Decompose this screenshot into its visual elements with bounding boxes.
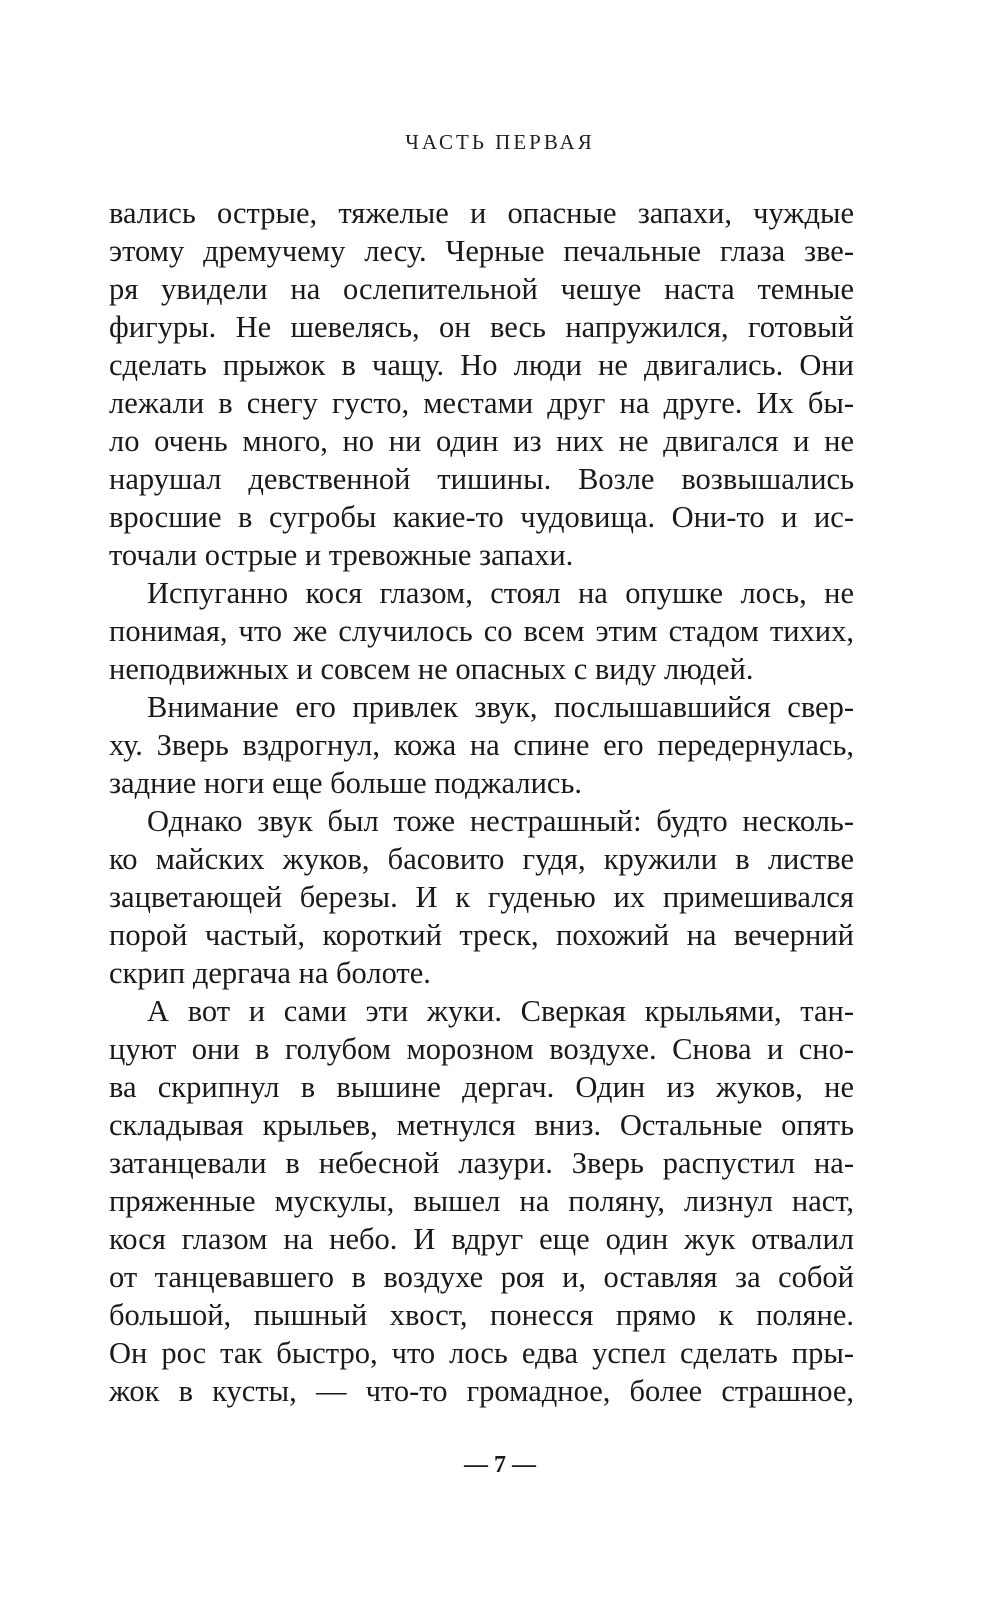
text-line: складывая крыльев, метнулся вниз. Остальные опять — [109, 1108, 854, 1142]
text-line: вросшие в сугробы какие-то чудовища. Они-то и ис- — [109, 500, 854, 534]
text-line: вались острые, тяжелые и опасные запахи, чуждые — [109, 196, 854, 230]
text-line: фигуры. Не шевелясь, он весь напружился, готовый — [109, 310, 854, 344]
text-line: скрип дергача на болоте. — [109, 956, 431, 990]
text-line: неподвижных и совсем не опасных с виду людей. — [109, 652, 754, 686]
text-line: Однако звук был тоже нестрашный: будто несколь- — [147, 804, 854, 838]
text-line: кося глазом на небо. И вдруг еще один жук отвалил — [109, 1222, 854, 1256]
text-line: зацветающей березы. И к гуденью их примешивался — [109, 880, 854, 914]
text-line: порой частый, короткий треск, похожий на вечерний — [109, 918, 854, 952]
text-line: пряженные мускулы, вышел на поляну, лизнул наст, — [109, 1184, 854, 1218]
text-line: понимая, что же случилось со всем этим стадом тихих, — [109, 614, 854, 648]
text-line: ря увидели на ослепительной чешуе наста темные — [109, 272, 854, 306]
text-line: Испуганно кося глазом, стоял на опушке лось, не — [147, 576, 854, 610]
text-line: затанцевали в небесной лазури. Зверь распустил на- — [109, 1146, 854, 1180]
paragraph — [109, 688, 854, 802]
text-line: Внимание его привлек звук, послышавшийся свер- — [147, 690, 854, 724]
page-number: — 7 — — [464, 1452, 536, 1478]
paragraph — [109, 992, 854, 1410]
running-head: ЧАСТЬ ПЕРВАЯ — [405, 130, 595, 154]
text-line: Он рос так быстро, что лось едва успел сделать пры- — [109, 1336, 854, 1370]
text-line: ва скрипнул в вышине дергач. Один из жуков, не — [109, 1070, 854, 1104]
text-line: этому дремучему лесу. Черные печальные глаза зве- — [109, 234, 854, 268]
text-line: А вот и сами эти жуки. Сверкая крыльями, тан- — [147, 994, 854, 1028]
text-line: ху. Зверь вздрогнул, кожа на спине его передернулась, — [109, 728, 854, 762]
body-text — [109, 194, 854, 1410]
paragraph — [109, 574, 854, 688]
text-line: цуют они в голубом морозном воздухе. Снова и сно- — [109, 1032, 854, 1066]
paragraph — [109, 194, 854, 574]
text-line: жок в кусты, — что-то громадное, более страшное, — [109, 1374, 854, 1408]
text-line: ко майских жуков, басовито гудя, кружили в листве — [109, 842, 854, 876]
text-line: задние ноги еще больше поджались. — [109, 766, 582, 800]
text-line: лежали в снегу густо, местами друг на друге. Их бы- — [109, 386, 854, 420]
text-line: от танцевавшего в воздухе роя и, оставляя за собой — [109, 1260, 854, 1294]
text-line: точали острые и тревожные запахи. — [109, 538, 574, 572]
paragraph — [109, 802, 854, 992]
text-line: ло очень много, но ни один из них не двигался и не — [109, 424, 854, 458]
text-line: большой, пышный хвост, понесся прямо к поляне. — [109, 1298, 854, 1332]
text-line: сделать прыжок в чащу. Но люди не двигались. Они — [109, 348, 854, 382]
text-line: нарушал девственной тишины. Возле возвышались — [109, 462, 854, 496]
